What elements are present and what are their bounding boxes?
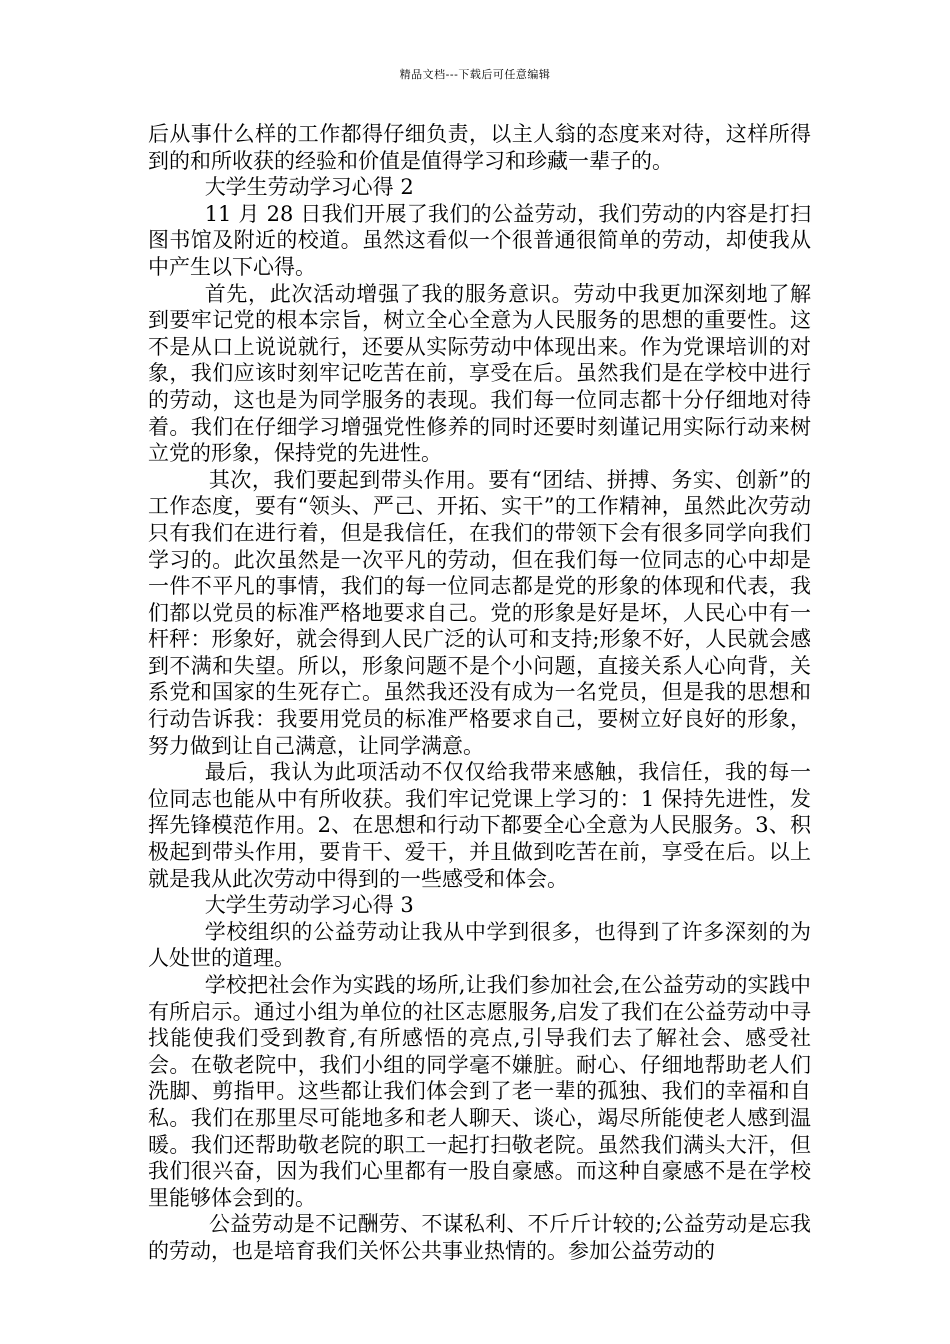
section-heading-2: 大学生劳动学习心得 2 (204, 175, 414, 200)
paragraph: 其次，我们要起到带头作用。要有“团结、拼搏、务实、创新”的工作态度，要有“领头、严己、开拓、实干”的工作精神，虽然此次劳动只有我们在进行着，但是我信任，在我们的带领下会有很多同学向我们学习的。此次虽然是一次平凡的劳动，但在我们每一位同志的心中却是一件不平凡的事情，我们的每一位同志都是党的形象的体现和代表，我们都以党员的标准严格地要求自己。党的形象是好是坏，人民心中有一杆秤：形象好，就会得到人民广泛的认可和支持;形象不好，人民就会感到不满和失望。所以，形象问题不是个小问题，直接关系人心向背，关系党和国家的生死存亡。虽然我还没有成为一名党员，但是我的思想和行动告诉我：我要用党员的标准严格要求自己，要树立好良好的形象，努力做到让自己满意，让同学满意。 (148, 467, 811, 758)
page-header: 精品文档---下载后可任意编辑 (399, 68, 551, 81)
paragraph-continuation: 后从事什么样的工作都得仔细负责，以主人翁的态度来对待，这样所得到的和所收获的经验和价值是值得学习和珍藏一辈子的。 (148, 122, 811, 173)
document-body (148, 121, 811, 1265)
paragraph: 学校把社会作为实践的场所,让我们参加社会,在公益劳动的实践中有所启示。通过小组为单位的社区志愿服务,启发了我们在公益劳动中寻找能使我们受到教育,有所感悟的亮点,引导我们去了解社会、感受社会。在敬老院中，我们小组的同学毫不嫌脏。耐心、仔细地帮助老人们洗脚、剪指甲。这些都让我们体会到了老一辈的孤独、我们的幸福和自私。我们在那里尽可能地多和老人聊天、谈心，竭尽所能使老人感到温暖。我们还帮助敬老院的职工一起打扫敬老院。虽然我们满头大汗，但我们很兴奋，因为我们心里都有一股自豪感。而这种自豪感不是在学校里能够体会到的。 (148, 973, 811, 1210)
paragraph: 首先，此次活动增强了我的服务意识。劳动中我更加深刻地了解到要牢记党的根本宗旨，树立全心全意为人民服务的思想的重要性。这不是从口上说说就行，还要从实际劳动中体现出来。作为党课培训的对象，我们应该时刻牢记吃苦在前，享受在后。虽然我们是在学校中进行的劳动，这也是为同学服务的表现。我们每一位同志都十分仔细地对待着。我们在仔细学习增强党性修养的同时还要时刻谨记用实际行动来树立党的形象，保持党的先进性。 (148, 281, 811, 466)
paragraph: 11 月 28 日我们开展了我们的公益劳动，我们劳动的内容是打扫图书馆及附近的校道。虽然这看似一个很普通很简单的劳动，却使我从中产生以下心得。 (148, 201, 811, 279)
paragraph: 最后，我认为此项活动不仅仅给我带来感触，我信任，我的每一位同志也能从中有所收获。我们牢记党课上学习的：1 保持先进性，发挥先锋模范作用。2、在思想和行动下都要全心全意为人民服务。3、积极起到带头作用，要肯干、爱干，并且做到吃苦在前，享受在后。以上就是我从此次劳动中得到的一些感受和体会。 (148, 760, 811, 891)
paragraph: 学校组织的公益劳动让我从中学到很多，也得到了许多深刻的为人处世的道理。 (148, 919, 811, 971)
section-heading-3: 大学生劳动学习心得 3 (204, 893, 414, 918)
paragraph: 公益劳动是不记酬劳、不谋私利、不斤斤计较的;公益劳动是忘我的劳动，也是培育我们关怀公共事业热情的。参加公益劳动的 (148, 1212, 811, 1263)
